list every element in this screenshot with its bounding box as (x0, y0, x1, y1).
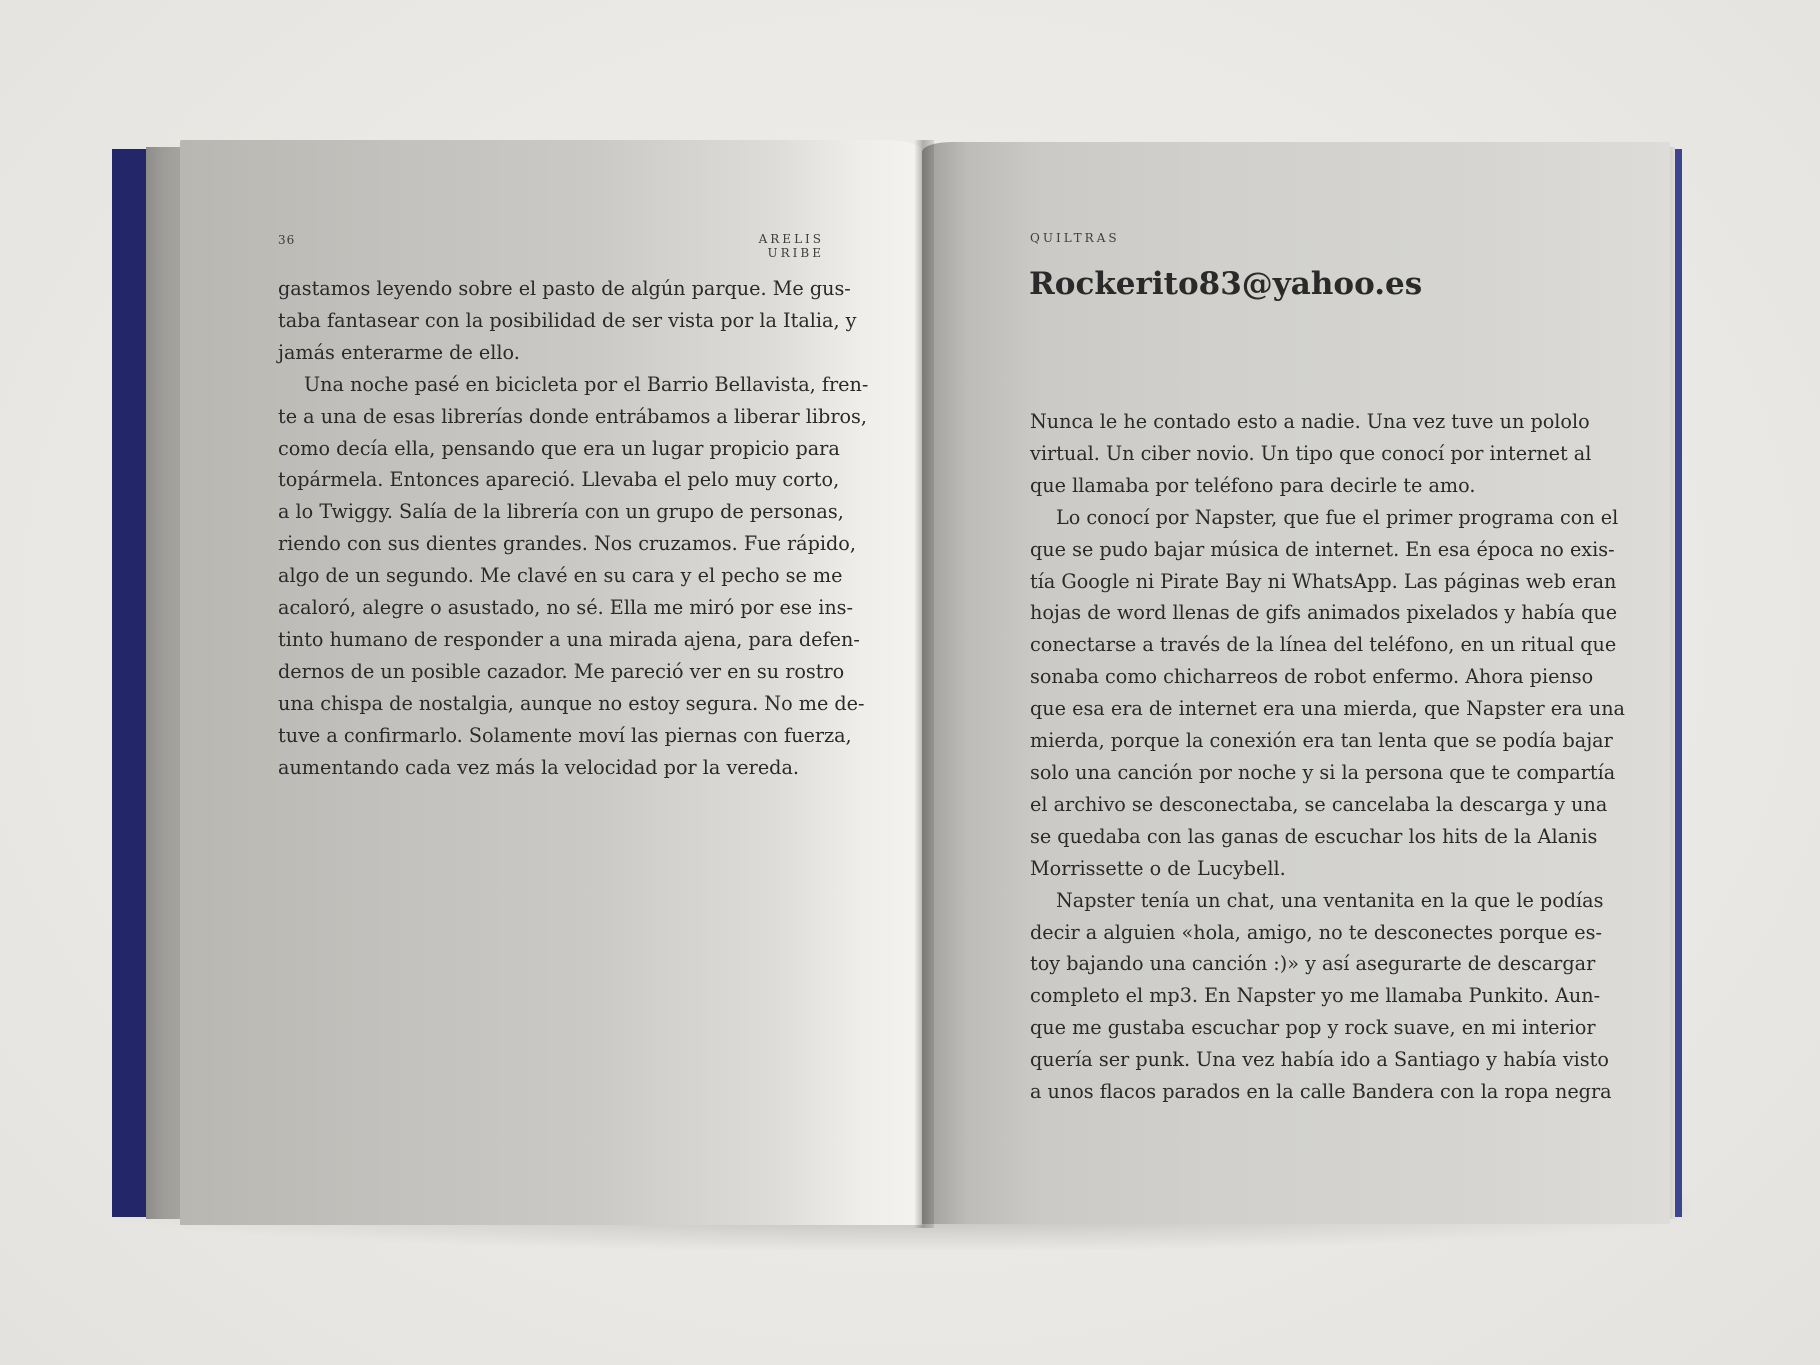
text-line: quería ser punk. Una vez había ido a Santiago y había visto (1030, 1048, 1609, 1072)
text-line: sonaba como chicharreos de robot enfermo. Ahora pienso (1030, 665, 1594, 689)
book-gutter (914, 140, 934, 1228)
text-line: que se pudo bajar música de internet. En esa época no exis- (1030, 537, 1615, 561)
text-line: una chispa de nostalgia, aunque no estoy segura. No me de- (278, 691, 865, 715)
text-line: tuve a confirmarlo. Solamente moví las piernas con fuerza, (278, 723, 852, 747)
text-line: acaloró, alegre o asustado, no sé. Ella me miró por ese ins- (278, 596, 854, 620)
text-line: que esa era de internet era una mierda, que Napster era una (1030, 697, 1625, 721)
text-line: tinto humano de responder a una mirada ajena, para defen- (278, 627, 860, 651)
text-line: topármela. Entonces apareció. Llevaba el pelo muy corto, (278, 468, 840, 492)
text-line: solo una canción por noche y si la persona que te compartía (1030, 760, 1616, 784)
text-line: se quedaba con las ganas de escuchar los hits de la Alanis (1030, 824, 1598, 848)
text-line: Morrissette o de Lucybell. (1030, 856, 1286, 880)
text-line: Nunca le he contado esto a nadie. Una vez tuve un pololo (1030, 410, 1590, 433)
text-line: taba fantasear con la posibilidad de ser vista por la Italia, y (278, 308, 857, 332)
running-head-author: ARELIS URIBE (758, 232, 824, 260)
running-head-book-title: QUILTRAS (1030, 231, 1120, 245)
text-line: toy bajando una canción :)» y así asegurarte de descargar (1030, 952, 1596, 976)
text-line: conectarse a través de la línea del teléfono, en un ritual que (1030, 633, 1617, 657)
text-line: hojas de word llenas de gifs animados pixelados y había que (1030, 601, 1618, 625)
text-line: algo de un segundo. Me clavé en su cara y el pecho se me (278, 564, 843, 588)
text-line: que llamaba por teléfono para decirle te amo. (1030, 473, 1476, 497)
text-line: decir a alguien «hola, amigo, no te desconectes porque es- (1030, 920, 1602, 944)
chapter-title: Rockerito83@yahoo.es (1029, 266, 1423, 302)
right-page-body-text (1030, 406, 1625, 1108)
text-line: completo el mp3. En Napster yo me llamaba Punkito. Aun- (1030, 984, 1601, 1008)
text-line: a lo Twiggy. Salía de la librería con un grupo de personas, (278, 500, 844, 524)
text-line: jamás enterarme de ello. (278, 340, 520, 364)
text-line: virtual. Un ciber novio. Un tipo que conocí por internet al (1030, 441, 1592, 465)
text-line: mierda, porque la conexión era tan lenta que se podía bajar (1030, 729, 1613, 753)
text-line: a unos flacos parados en la calle Bandera con la ropa negra (1030, 1080, 1612, 1104)
text-line: Napster tenía un chat, una ventanita en la que le podías (1056, 888, 1604, 912)
text-line: como decía ella, pensando que era un lugar propicio para (278, 436, 840, 460)
text-line: que me gustaba escuchar pop y rock suave, en mi interior (1030, 1016, 1596, 1040)
text-line: Una noche pasé en bicicleta por el Barrio Bellavista, fren- (304, 372, 869, 396)
text-line: gastamos leyendo sobre el pasto de algún parque. Me gus- (278, 277, 851, 300)
text-line: riendo con sus dientes grandes. Nos cruzamos. Fue rápido, (278, 532, 856, 556)
page-number: 36 (278, 233, 296, 247)
text-line: tía Google ni Pirate Bay ni WhatsApp. Las páginas web eran (1030, 569, 1617, 593)
text-line: te a una de esas librerías donde entrábamos a liberar libros, (278, 404, 867, 428)
left-page-body-text (278, 273, 869, 784)
text-line: dernos de un posible cazador. Me pareció ver en su rostro (278, 659, 845, 683)
text-line: el archivo se desconectaba, se cancelaba la descarga y una (1030, 792, 1608, 816)
text-line: aumentando cada vez más la velocidad por la vereda. (278, 755, 800, 779)
text-line: Lo conocí por Napster, que fue el primer programa con el (1056, 505, 1619, 529)
